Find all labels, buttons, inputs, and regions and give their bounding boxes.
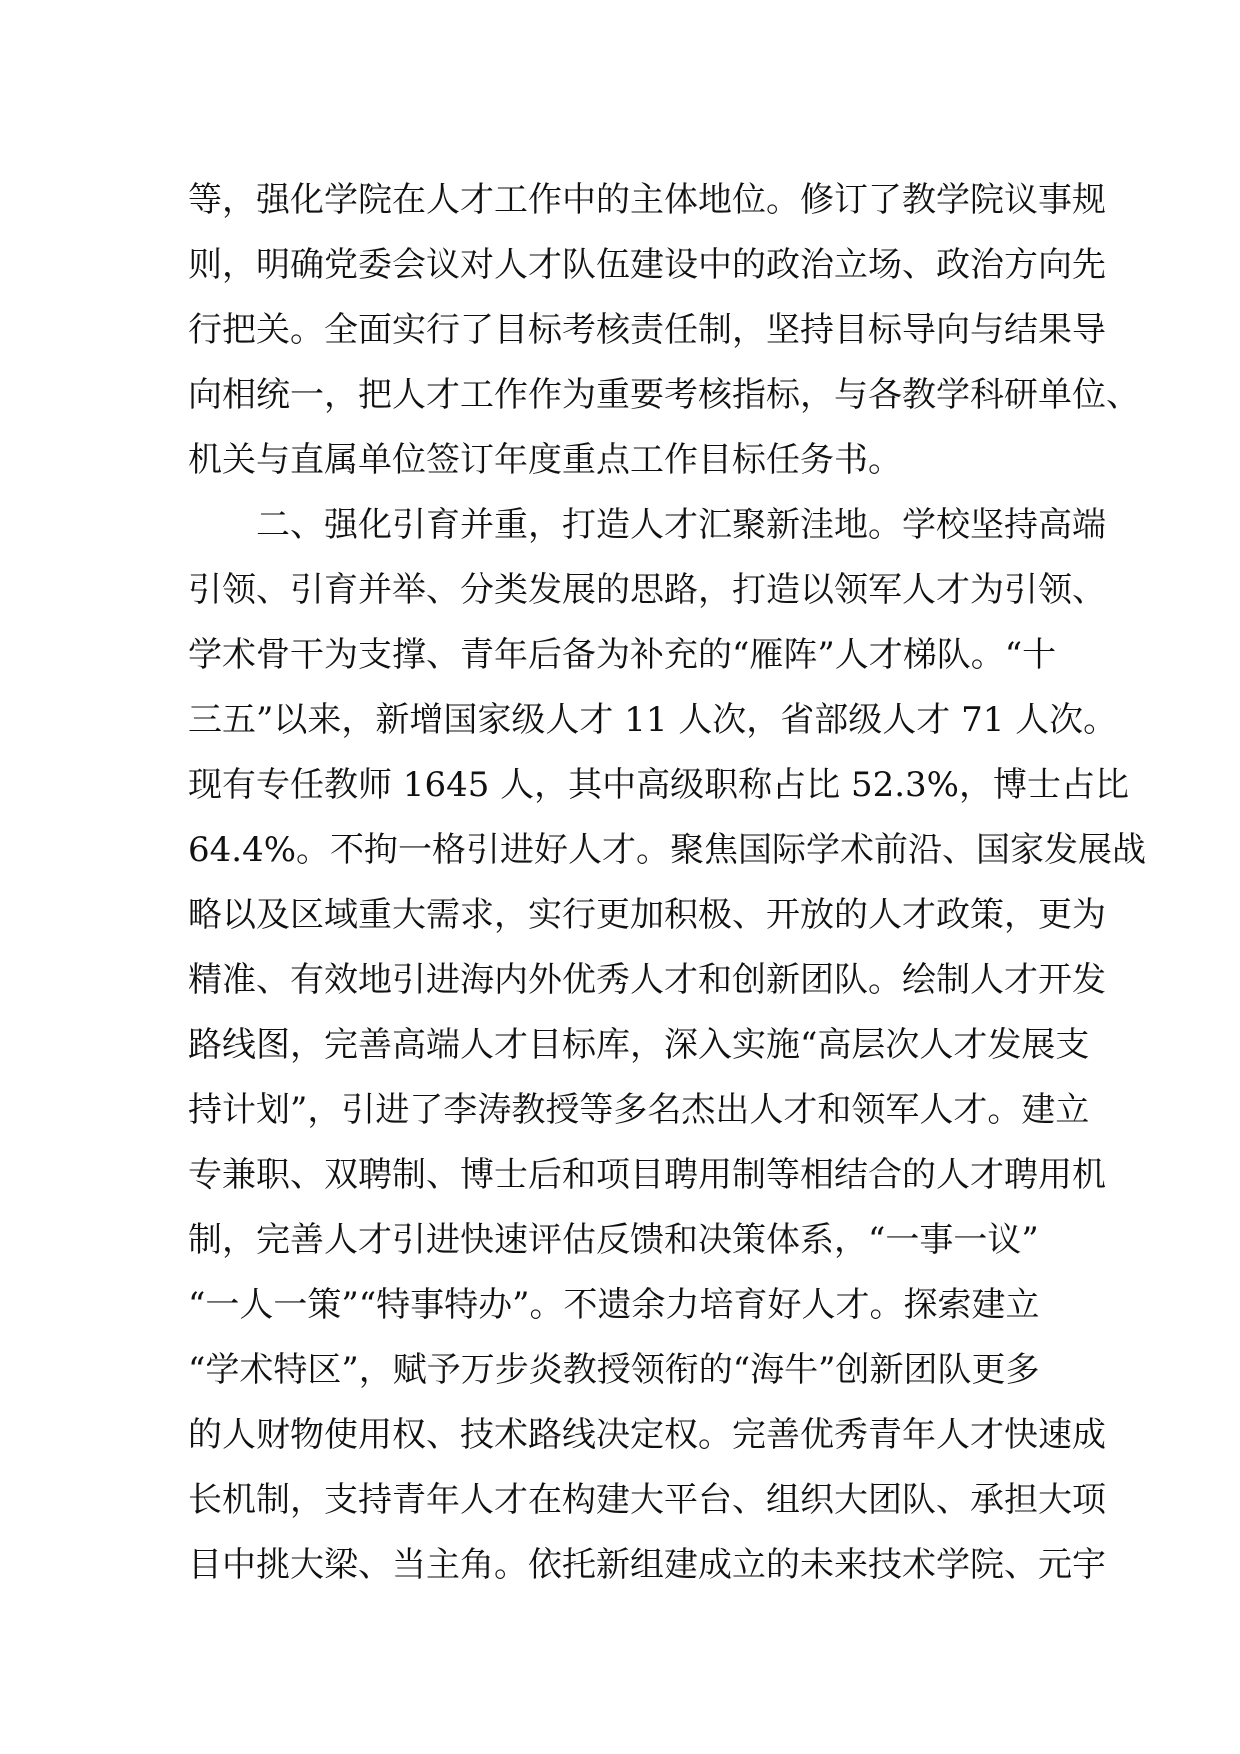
text-line: 制，完善人才引进快速评估反馈和决策体系，“一事一议” bbox=[188, 1220, 1039, 1260]
text-line: 行把关。全面实行了目标考核责任制，坚持目标导向与结果导 bbox=[188, 310, 1106, 350]
text-line: “一人一策”“特事特办”。不遗余力培育好人才。探索建立 bbox=[188, 1285, 1040, 1325]
text-line: 专兼职、双聘制、博士后和项目聘用制等相结合的人才聘用机 bbox=[188, 1155, 1106, 1195]
text-line: 略以及区域重大需求，实行更加积极、开放的人才政策，更为 bbox=[188, 895, 1106, 935]
text-line: 持计划”，引进了李涛教授等多名杰出人才和领军人才。建立 bbox=[188, 1090, 1090, 1130]
text-line: 路线图，完善高端人才目标库，深入实施“高层次人才发展支 bbox=[188, 1025, 1090, 1065]
text-line: 长机制，支持青年人才在构建大平台、组织大团队、承担大项 bbox=[188, 1480, 1106, 1520]
text-line: 引领、引育并举、分类发展的思路，打造以领军人才为引领、 bbox=[188, 570, 1106, 610]
text-line: 等，强化学院在人才工作中的主体地位。修订了教学院议事规 bbox=[188, 180, 1106, 220]
text-line: 学术骨干为支撑、青年后备为补充的“雁阵”人才梯队。“十 bbox=[188, 635, 1057, 675]
text-line: 三五”以来，新增国家级人才 11 人次，省部级人才 71 人次。 bbox=[188, 700, 1118, 740]
text-line: 目中挑大梁、当主角。依托新组建成立的未来技术学院、元宇 bbox=[188, 1545, 1106, 1585]
text-line: 64.4%。不拘一格引进好人才。聚焦国际学术前沿、国家发展战 bbox=[188, 830, 1147, 870]
text-line: 精准、有效地引进海内外优秀人才和创新团队。绘制人才开发 bbox=[188, 960, 1106, 1000]
text-line: “学术特区”，赋予万步炎教授领衔的“海牛”创新团队更多 bbox=[188, 1350, 1040, 1390]
body-text bbox=[188, 168, 1147, 1598]
text-line: 机关与直属单位签订年度重点工作目标任务书。 bbox=[188, 440, 902, 480]
text-line: 的人财物使用权、技术路线决定权。完善优秀青年人才快速成 bbox=[188, 1415, 1106, 1455]
text-line: 则，明确党委会议对人才队伍建设中的政治立场、政治方向先 bbox=[188, 245, 1106, 285]
paragraph-start-line: 二、强化引育并重，打造人才汇聚新洼地。学校坚持高端 bbox=[188, 505, 1106, 545]
text-line: 向相统一，把人才工作作为重要考核指标，与各教学科研单位、 bbox=[188, 375, 1140, 415]
text-line: 现有专任教师 1645 人，其中高级职称占比 52.3%，博士占比 bbox=[188, 765, 1129, 805]
